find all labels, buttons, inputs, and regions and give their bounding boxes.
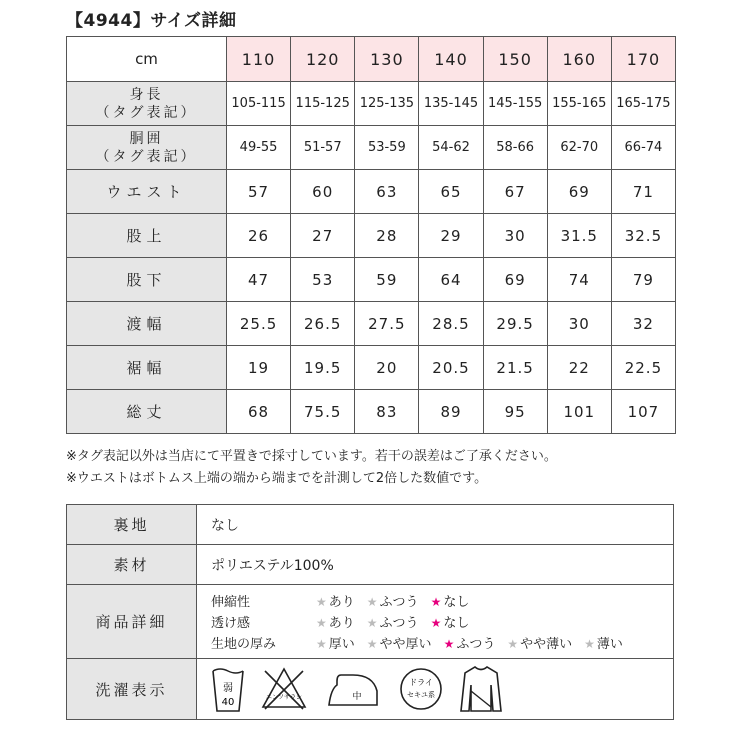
star-unselected-icon: ★: [316, 616, 327, 630]
lining-label: 裏地: [67, 505, 197, 545]
row-label: ウエスト: [67, 170, 227, 214]
table-cell: 74: [547, 258, 611, 302]
care-icons: [197, 659, 673, 719]
feature-option: [367, 591, 419, 610]
table-cell: 29.5: [483, 302, 547, 346]
row-label-sub: （タグ表記）: [95, 104, 198, 121]
table-cell: 63: [355, 170, 419, 214]
size-table: [66, 36, 676, 434]
table-cell: 65: [419, 170, 483, 214]
table-cell: 60: [291, 170, 355, 214]
size-column-header: 120: [291, 37, 355, 82]
feature-name: 透け感: [211, 616, 251, 631]
table-cell: 26: [227, 214, 291, 258]
table-cell: 64: [419, 258, 483, 302]
size-header-row: [67, 37, 676, 82]
star-selected-icon: ★: [430, 595, 442, 609]
feature-option-label: やや薄い: [520, 637, 573, 652]
feature-option: [367, 612, 419, 631]
table-cell: 25.5: [227, 302, 291, 346]
feature-option: [316, 633, 355, 652]
dry-clean-petroleum-icon: [397, 665, 445, 713]
table-cell: 83: [355, 390, 419, 434]
table-row: [67, 258, 676, 302]
row-label-main: 身長: [129, 86, 164, 103]
note-1: ※タグ表記以外は当店にて平置きで採寸しています。若干の誤差はご了承ください。: [66, 449, 557, 464]
star-selected-icon: ★: [430, 616, 442, 630]
material-value: ポリエステル100%: [197, 545, 674, 585]
size-column-header: 110: [227, 37, 291, 82]
feature-option-label: あり: [328, 595, 355, 610]
feature-option-label: なし: [443, 616, 470, 631]
table-cell: 20.5: [419, 346, 483, 390]
table-cell: 89: [419, 390, 483, 434]
detail-table: [66, 504, 674, 720]
table-cell: 62-70: [547, 126, 611, 170]
table-cell: 32: [611, 302, 675, 346]
table-cell: 105-115: [227, 82, 291, 126]
bleach-text: エンソサラシ: [265, 694, 303, 701]
table-cell: 53-59: [355, 126, 419, 170]
table-cell: 28: [355, 214, 419, 258]
table-cell: 69: [483, 258, 547, 302]
table-row: [67, 170, 676, 214]
table-row: [67, 302, 676, 346]
size-column-header: 130: [355, 37, 419, 82]
lining-row: [67, 505, 674, 545]
iron-text: 中: [352, 692, 362, 702]
feature-option-label: ふつう: [456, 637, 496, 652]
size-column-header: 170: [611, 37, 675, 82]
table-cell: 31.5: [547, 214, 611, 258]
feature-name: 伸縮性: [211, 595, 251, 610]
unit-label: cm: [67, 37, 227, 82]
feature-options: [316, 633, 673, 652]
feature-option: [584, 633, 623, 652]
material-label: 素材: [67, 545, 197, 585]
feature-grid: [197, 585, 673, 658]
table-cell: 101: [547, 390, 611, 434]
feature-option: [431, 591, 470, 610]
table-row: [67, 346, 676, 390]
table-cell: 66-74: [611, 126, 675, 170]
feature-option: [316, 612, 355, 631]
flat-dry-garment-icon: [459, 663, 503, 715]
row-label: [67, 82, 227, 126]
care-row: [67, 659, 674, 720]
table-cell: 20: [355, 346, 419, 390]
care-label: 洗濯表示: [67, 659, 197, 720]
row-label-main: 胴囲: [129, 130, 164, 147]
table-cell: 32.5: [611, 214, 675, 258]
table-cell: 54-62: [419, 126, 483, 170]
table-cell: 22.5: [611, 346, 675, 390]
table-cell: 79: [611, 258, 675, 302]
size-column-header: 160: [547, 37, 611, 82]
notes: [66, 446, 557, 490]
feature-option: [431, 612, 470, 631]
feature-option: [507, 633, 572, 652]
table-row: [67, 126, 676, 170]
row-label: 渡幅: [67, 302, 227, 346]
star-selected-icon: ★: [443, 637, 455, 651]
row-label: 股上: [67, 214, 227, 258]
feature-option-label: ふつう: [379, 595, 419, 610]
no-bleach-icon: [259, 665, 309, 713]
star-unselected-icon: ★: [507, 637, 519, 651]
feature-option: [367, 633, 432, 652]
table-cell: 71: [611, 170, 675, 214]
row-label: [67, 126, 227, 170]
wash-text-top: 弱: [223, 683, 233, 694]
row-label: 総丈: [67, 390, 227, 434]
table-cell: 28.5: [419, 302, 483, 346]
table-cell: 58-66: [483, 126, 547, 170]
table-cell: 30: [483, 214, 547, 258]
table-cell: 21.5: [483, 346, 547, 390]
table-cell: 125-135: [355, 82, 419, 126]
page-title: 【4944】サイズ詳細: [66, 11, 237, 31]
table-cell: 27.5: [355, 302, 419, 346]
feature-option-label: 厚い: [328, 637, 355, 652]
table-cell: 19.5: [291, 346, 355, 390]
feature-option-label: やや厚い: [379, 637, 432, 652]
row-label: 股下: [67, 258, 227, 302]
feature-option-label: 薄い: [596, 637, 623, 652]
care-icons-cell: [197, 659, 674, 720]
feature-name: 生地の厚み: [211, 637, 277, 652]
size-column-header: 150: [483, 37, 547, 82]
table-cell: 19: [227, 346, 291, 390]
row-label-sub: （タグ表記）: [95, 148, 198, 165]
material-row: [67, 545, 674, 585]
table-cell: 47: [227, 258, 291, 302]
feature-option-label: ふつう: [379, 616, 419, 631]
table-cell: 67: [483, 170, 547, 214]
table-cell: 135-145: [419, 82, 483, 126]
feature-options: [316, 612, 673, 631]
dry-text-bottom: セキユ系: [407, 691, 435, 699]
star-unselected-icon: ★: [366, 616, 378, 630]
table-cell: 53: [291, 258, 355, 302]
table-cell: 69: [547, 170, 611, 214]
table-cell: 115-125: [291, 82, 355, 126]
table-cell: 59: [355, 258, 419, 302]
feature-option-label: なし: [443, 595, 470, 610]
row-label: 裾幅: [67, 346, 227, 390]
table-cell: 30: [547, 302, 611, 346]
feature-option-label: あり: [328, 616, 355, 631]
size-column-header: 140: [419, 37, 483, 82]
table-cell: 27: [291, 214, 355, 258]
lining-value: なし: [197, 505, 674, 545]
table-cell: 68: [227, 390, 291, 434]
table-row: [67, 390, 676, 434]
table-cell: 57: [227, 170, 291, 214]
table-cell: 165-175: [611, 82, 675, 126]
feature-option: [316, 591, 355, 610]
star-unselected-icon: ★: [316, 637, 327, 651]
table-cell: 145-155: [483, 82, 547, 126]
table-cell: 75.5: [291, 390, 355, 434]
table-cell: 26.5: [291, 302, 355, 346]
wash-text-bottom: 40: [221, 697, 235, 708]
table-cell: 107: [611, 390, 675, 434]
star-unselected-icon: ★: [316, 595, 327, 609]
table-cell: 155-165: [547, 82, 611, 126]
star-unselected-icon: ★: [584, 637, 595, 651]
feature-options: [316, 591, 673, 610]
table-row: [67, 82, 676, 126]
table-cell: 29: [419, 214, 483, 258]
hand-wash-40-icon: [211, 665, 245, 713]
product-detail-cell: [197, 585, 674, 659]
table-cell: 95: [483, 390, 547, 434]
table-cell: 49-55: [227, 126, 291, 170]
dry-text-top: ドライ: [409, 678, 433, 687]
note-2: ※ウエストはボトムス上端の端から端までを計測して2倍した数値です。: [66, 471, 488, 486]
table-cell: 51-57: [291, 126, 355, 170]
star-unselected-icon: ★: [366, 637, 378, 651]
iron-medium-icon: [323, 665, 383, 713]
star-unselected-icon: ★: [366, 595, 378, 609]
table-row: [67, 214, 676, 258]
product-detail-row: [67, 585, 674, 659]
table-cell: 22: [547, 346, 611, 390]
product-detail-label: 商品詳細: [67, 585, 197, 659]
feature-option: [444, 633, 496, 652]
